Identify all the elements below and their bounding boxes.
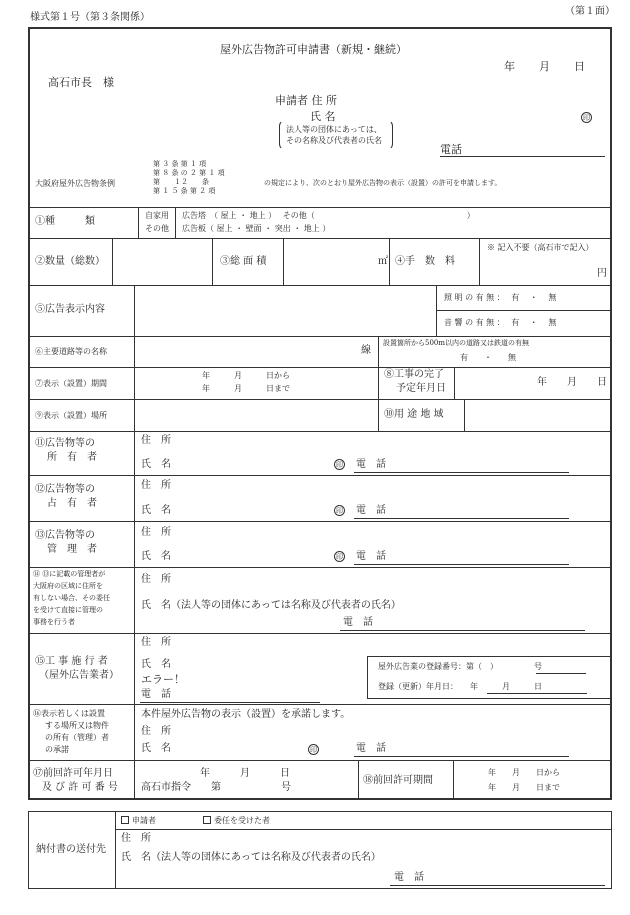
location-label: ⑨表示（設置）場所 (35, 411, 107, 420)
name-note-1: 法人等の団体にあっては、 (286, 125, 382, 134)
consent-phone-label: 電 話 (356, 743, 386, 754)
ordinance-art-2: 第 ８ 条 の ２ 第 １ 項 (153, 169, 225, 177)
name-note-2: その名称及び代表者の氏名 (286, 136, 382, 145)
road-label: ⑥主要道路等の名称 (35, 347, 107, 356)
delivery-phone-label: 電 話 (394, 872, 424, 883)
lighting-option[interactable]: 照 明 の 有 無 ： 有 ・ 無 (444, 293, 557, 302)
registration-date[interactable]: 登録（更新）年月日： 年 月 日 (378, 682, 542, 691)
agent-label-3: 有しない場合、その委任 (33, 594, 110, 602)
kind-label: ①種 類 (35, 216, 95, 227)
contractor-name-label: 氏 名 (141, 659, 171, 670)
consent-label-2: する場所又は物件 (45, 721, 109, 730)
owner-label-2: 所 有 者 (47, 452, 97, 463)
delivery-address-label: 住 所 (121, 833, 151, 844)
applicant-name-label: 氏 名 (310, 110, 336, 123)
date-day: 日 (574, 60, 585, 73)
prev-permit-label-2: 及 び 許 可 番 号 (42, 782, 118, 793)
delivery-option-applicant[interactable]: 申請者 (121, 816, 156, 826)
ordinance-art-1: 第 ３ 条 第 １ 項 (153, 160, 207, 168)
agent-label-1: ⑭ ⑬に記載の管理者が (33, 570, 106, 578)
manager-label-1: ⑬広告物等の (35, 530, 95, 541)
kind-other[interactable]: その他 (145, 224, 169, 233)
owner-name-label: 氏 名 (141, 459, 171, 470)
prev-period-from[interactable]: 年 月 日から (488, 768, 560, 777)
ordinance-art-4: 第 １ ５ 条 第 ２ 項 (153, 187, 216, 195)
completion-label-1: ⑧工事の完了 (384, 369, 444, 380)
fee-note: ※ 記入不要（高石市で記入） (487, 243, 594, 252)
occupant-phone-label: 電 話 (356, 505, 386, 516)
kind-private[interactable]: 自家用 (145, 211, 169, 220)
consent-seal-icon: 印 (310, 746, 317, 754)
content-label: ⑤広告表示内容 (35, 304, 105, 315)
owner-seal-icon: 印 (336, 461, 343, 469)
consent-name-label: 氏 名 (141, 743, 171, 754)
agent-name-label: 氏 名（法人等の団体にあっては名称及び代表者の氏名） (141, 600, 401, 611)
agent-phone-line[interactable] (340, 630, 585, 631)
period-label: ⑦表示（設置）期間 (35, 379, 107, 388)
manager-seal-icon: 印 (336, 553, 343, 561)
delivery-phone-line[interactable] (390, 885, 605, 886)
occupant-label-1: ⑫広告物等の (35, 484, 95, 495)
manager-phone-line[interactable] (354, 564, 569, 565)
manager-address-label: 住 所 (141, 527, 171, 538)
date-month: 月 (539, 60, 550, 73)
prev-period-label: ⑱前回許可期間 (363, 775, 433, 786)
consent-address-label: 住 所 (141, 726, 171, 737)
road-unit: 線 (361, 345, 371, 356)
form-id: 様式第１号（第３条関係） (30, 12, 150, 23)
kind-board-options[interactable]: 広告板（ 屋上 ・ 壁面 ・ 突出 ・ 地上 ） (182, 224, 331, 233)
prev-permit-date[interactable]: 年 月 日 (200, 768, 290, 779)
rail-answer[interactable]: 有 ・ 無 (460, 353, 516, 362)
form-title: 屋外広告物許可申請書（新規・継続） (220, 43, 407, 56)
contractor-phone-label: 電 話 (141, 689, 171, 700)
applicant-phone-label: 電話 (440, 143, 462, 156)
agent-address-label: 住 所 (141, 574, 171, 585)
seal-mark-icon: 印 (583, 114, 590, 122)
consent-statement: 本件屋外広告物の表示（設置）を承諾します。 (141, 709, 351, 720)
fee-unit: 円 (597, 268, 607, 279)
prev-permit-number[interactable]: 高石市指令 第 号 (141, 782, 291, 793)
delivery-label: 納付書の送付先 (36, 844, 106, 855)
consent-phone-line[interactable] (354, 756, 569, 757)
manager-name-label: 氏 名 (141, 551, 171, 562)
delivery-option-agent[interactable]: 委任を受けた者 (203, 816, 270, 826)
period-to[interactable]: 年 月 日まで (202, 384, 290, 393)
agent-label-4: を受けて直接に管理の (33, 606, 103, 614)
consent-label-4: の承諾 (45, 745, 69, 754)
consent-label-3: の所有（管理）者 (45, 733, 109, 742)
delivery-name-label: 氏 名（法人等の団体にあっては名称及び代表者の氏名） (121, 852, 381, 863)
zone-label: ⑩用 途 地 域 (384, 409, 444, 420)
contractor-address-label: 住 所 (141, 637, 171, 648)
owner-phone-line[interactable] (354, 472, 569, 473)
date-year: 年 (504, 60, 515, 73)
area-unit: ㎡ (378, 256, 388, 267)
contractor-error-text: エラー！ (141, 673, 185, 686)
agent-phone-label: 電 話 (343, 617, 373, 628)
ordinance-name: 大阪府屋外広告物条例 (35, 179, 115, 188)
period-from[interactable]: 年 月 日から (202, 371, 290, 380)
completion-label-2: 予定年月日 (396, 383, 446, 394)
checkbox-icon[interactable] (121, 816, 129, 824)
fee-label: ④手 数 料 (395, 256, 455, 267)
owner-address-label: 住 所 (141, 435, 171, 446)
page-number: （第１面） (565, 6, 615, 17)
rail-question: 設置箇所から500m以内の道路又は鉄道の有無 (383, 339, 529, 347)
ordinance-art-3: 第 １２ 条 (153, 178, 209, 186)
addressee: 高石市長 様 (48, 76, 114, 89)
manager-phone-label: 電 話 (356, 551, 386, 562)
owner-phone-label: 電 話 (356, 459, 386, 470)
ordinance-tail: の規定により、次のとおり屋外広告物の表示（設置）の許可を申請します。 (264, 179, 502, 187)
contractor-phone-line[interactable] (140, 702, 320, 703)
prev-period-to[interactable]: 年 月 日まで (488, 783, 560, 792)
area-label: ③総 面 積 (220, 256, 267, 267)
sound-option[interactable]: 音 響 の 有 無 ： 有 ・ 無 (444, 318, 557, 327)
completion-date[interactable]: 年 月 日 (537, 377, 607, 388)
checkbox-icon[interactable] (203, 816, 211, 824)
occupant-address-label: 住 所 (141, 480, 171, 491)
applicant-phone-line[interactable] (440, 156, 605, 157)
occupant-seal-icon: 印 (336, 507, 343, 515)
owner-label-1: ⑪広告物等の (35, 438, 95, 449)
occupant-label-2: 占 有 者 (47, 498, 97, 509)
contractor-label-2: （屋外広告業者） (39, 670, 119, 681)
kind-tower-options[interactable]: 広告塔 （ 屋上 ・ 地上 ） その他（ ） (182, 211, 475, 220)
consent-label-1: ⑯表示若しくは設置 (33, 709, 105, 718)
contractor-label-1: ⑮工 事 施 行 者 (35, 656, 108, 667)
manager-label-2: 管 理 者 (47, 544, 97, 555)
prev-permit-label-1: ⑰前回許可年月日 (33, 768, 113, 779)
occupant-phone-line[interactable] (354, 518, 569, 519)
quantity-label: ②数量（総数） (35, 256, 105, 267)
occupant-name-label: 氏 名 (141, 505, 171, 516)
applicant-address-label: 申請者 住 所 (275, 94, 337, 107)
registration-number[interactable]: 屋外広告業の登録番号：第（ ） 号 (378, 662, 542, 671)
agent-label-5: 事務を行う者 (33, 618, 75, 626)
agent-label-2: 大阪府の区域に住所を (33, 582, 103, 590)
